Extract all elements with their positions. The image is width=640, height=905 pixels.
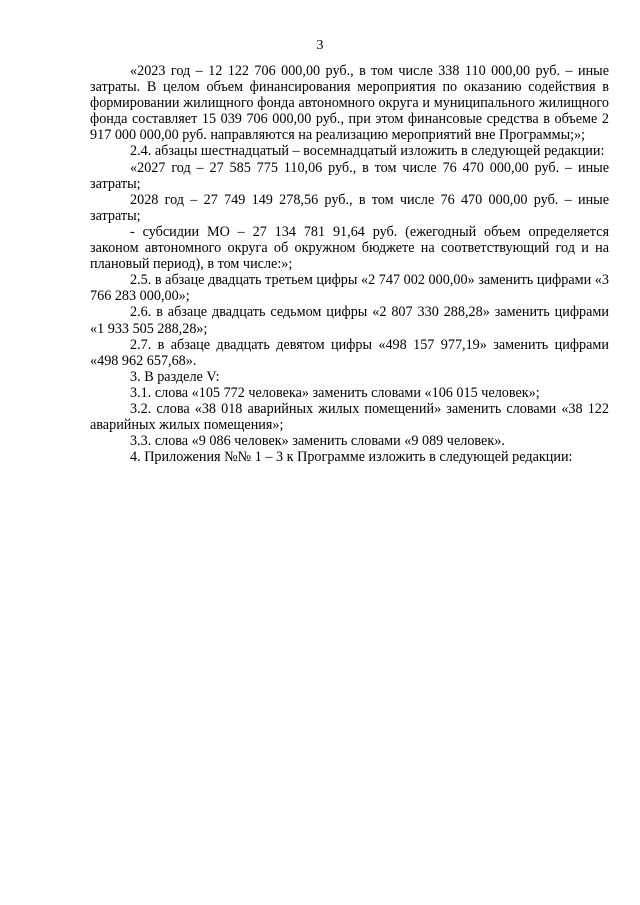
document-body	[90, 63, 609, 465]
paragraph-section-3: 3. В разделе V:	[130, 368, 220, 385]
paragraph-4: 4. Приложения №№ 1 – 3 к Программе изложить в следующей редакции:	[130, 449, 573, 466]
paragraph-subsidies: - субсидии МО – 27 134 781 91,64 руб. (ежегодный объем определяется законом автономного округа об окружном бюджете на соответствующий год и на плановый период), в том числе:»;	[90, 223, 609, 273]
paragraph-2023-financing: «2023 год – 12 122 706 000,00 руб., в том числе 338 110 000,00 руб. – иные затраты. В целом объем финансирования мероприятия по оказанию содействия в формировании жилищного фонда автономного округа и муниципального жилищного фонда составляет 15 039 706 000,00 руб., при этом финансовые средства в объеме 2 917 000 000,00 руб. направляются на реализацию мероприятий вне Программы;»;	[90, 63, 609, 144]
paragraph-2-6: 2.6. в абзаце двадцать седьмом цифры «2 807 330 288,28» заменить цифрами «1 933 505 288,28»;	[90, 304, 609, 337]
page-number: 3	[316, 38, 324, 53]
paragraph-3-2: 3.2. слова «38 018 аварийных жилых помещений» заменить словами «38 122 аварийных жилых помещения»;	[90, 400, 609, 434]
paragraph-2028: 2028 год – 27 749 149 278,56 руб., в том числе 76 470 000,00 руб. – иные затраты;	[90, 191, 609, 224]
paragraph-2027: «2027 год – 27 585 775 110,06 руб., в том числе 76 470 000,00 руб. – иные затраты;	[90, 159, 609, 192]
paragraph-2-5: 2.5. в абзаце двадцать третьем цифры «2 747 002 000,00» заменить цифрами «3 766 283 000,00»;	[90, 272, 609, 305]
paragraph-3-3: 3.3. слова «9 086 человек» заменить словами «9 089 человек».	[130, 433, 505, 450]
paragraph-2-7: 2.7. в абзаце двадцать девятом цифры «498 157 977,19» заменить цифрами «498 962 657,68».	[90, 336, 609, 369]
paragraph-2-4: 2.4. абзацы шестнадцатый – восемнадцатый изложить в следующей редакции:	[130, 143, 605, 160]
paragraph-3-1: 3.1. слова «105 772 человека» заменить словами «106 015 человек»;	[130, 384, 540, 401]
